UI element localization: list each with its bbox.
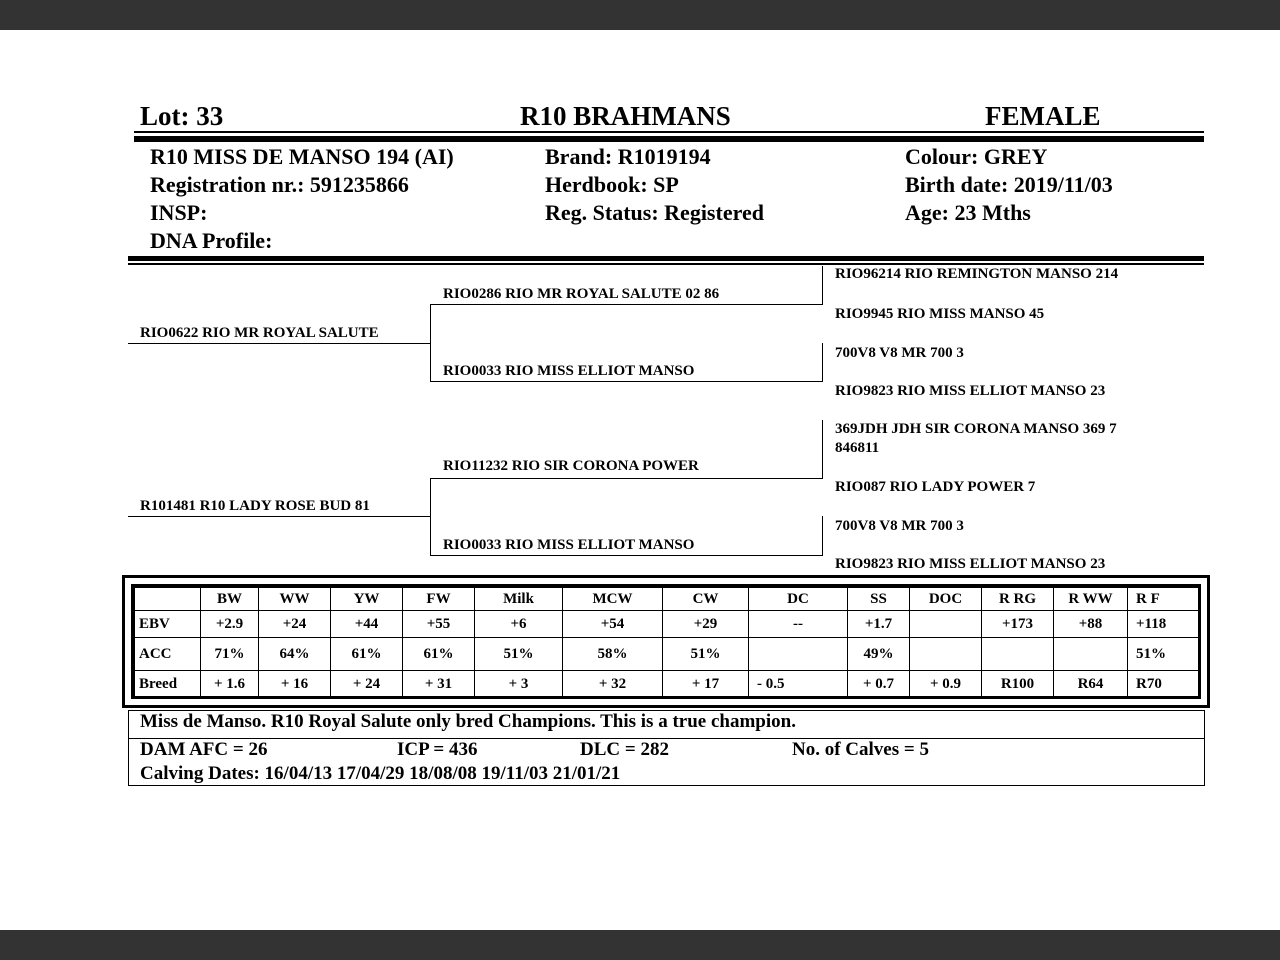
colour: Colour: GREY bbox=[905, 144, 1048, 169]
acc-cell: 61% bbox=[403, 638, 475, 671]
dna-profile-label: DNA Profile: bbox=[150, 228, 273, 253]
calves-count: No. of Calves = 5 bbox=[792, 739, 929, 760]
acc-cell: 61% bbox=[331, 638, 403, 671]
breed-row-label: Breed bbox=[135, 671, 201, 698]
registration-number: Registration nr.: 591235866 bbox=[150, 172, 409, 197]
ebv-header-row bbox=[135, 588, 1199, 611]
gg-sire-dam-sire: 700V8 V8 MR 700 3 bbox=[835, 345, 964, 361]
ebv-row-label: EBV bbox=[135, 611, 201, 638]
ebv-header-cell: YW bbox=[331, 588, 403, 611]
ebv-header-cell: R RG bbox=[982, 588, 1054, 611]
gg-sire-sire-dam: RIO9945 RIO MISS MANSO 45 bbox=[835, 306, 1045, 322]
brand: Brand: R1019194 bbox=[545, 144, 711, 169]
breed-row bbox=[135, 671, 1199, 698]
ebv-row bbox=[135, 611, 1199, 638]
ebv-cell: +55 bbox=[403, 611, 475, 638]
ebv-header-cell: SS bbox=[848, 588, 910, 611]
ebv-header-cell: FW bbox=[403, 588, 475, 611]
ebv-header-cell: WW bbox=[259, 588, 331, 611]
gg-sire-dam-dam: RIO9823 RIO MISS ELLIOT MANSO 23 bbox=[835, 383, 1106, 399]
info-rule-thin bbox=[128, 263, 1204, 265]
birth-date: Birth date: 2019/11/03 bbox=[905, 172, 1113, 197]
breed-cell: R70 bbox=[1128, 671, 1199, 698]
ebv-header-cell: R WW bbox=[1054, 588, 1128, 611]
ebv-header-cell: DC bbox=[749, 588, 848, 611]
bottom-bar bbox=[0, 930, 1280, 960]
calving-dates: Calving Dates: 16/04/13 17/04/29 18/08/08 19/11/03 21/01/21 bbox=[140, 763, 621, 784]
acc-cell bbox=[1054, 638, 1128, 671]
ebv-cell: +118 bbox=[1128, 611, 1199, 638]
ebv-table bbox=[134, 587, 1199, 698]
ebv-header-cell: BW bbox=[201, 588, 259, 611]
icp-value: ICP = 436 bbox=[397, 739, 478, 760]
ebv-cell: +88 bbox=[1054, 611, 1128, 638]
animal-name: R10 MISS DE MANSO 194 (AI) bbox=[150, 144, 454, 169]
breed-cell: + 17 bbox=[663, 671, 749, 698]
ebv-header-cell bbox=[135, 588, 201, 611]
insp-label: INSP: bbox=[150, 200, 208, 225]
sire-name: RIO0622 RIO MR ROYAL SALUTE bbox=[140, 325, 379, 341]
gg-sire-sire-sire: RIO96214 RIO REMINGTON MANSO 214 bbox=[835, 266, 1119, 282]
age: Age: 23 Mths bbox=[905, 200, 1031, 225]
herdbook: Herdbook: SP bbox=[545, 172, 679, 197]
ebv-cell bbox=[910, 611, 982, 638]
breed-cell: + 31 bbox=[403, 671, 475, 698]
acc-cell: 51% bbox=[1128, 638, 1199, 671]
acc-cell bbox=[910, 638, 982, 671]
acc-cell: 64% bbox=[259, 638, 331, 671]
header-rule-thick bbox=[134, 136, 1204, 142]
acc-row-label: ACC bbox=[135, 638, 201, 671]
ebv-cell: -- bbox=[749, 611, 848, 638]
acc-cell bbox=[749, 638, 848, 671]
dam-dam-name: RIO0033 RIO MISS ELLIOT MANSO bbox=[443, 537, 695, 553]
dlc-value: DLC = 282 bbox=[580, 739, 669, 760]
breed-cell: - 0.5 bbox=[749, 671, 848, 698]
info-rule-thick bbox=[128, 256, 1204, 261]
header-rule-thin bbox=[134, 131, 1204, 133]
breed-cell: + 24 bbox=[331, 671, 403, 698]
ebv-cell: +2.9 bbox=[201, 611, 259, 638]
ebv-header-cell: DOC bbox=[910, 588, 982, 611]
dam-name: R101481 R10 LADY ROSE BUD 81 bbox=[140, 498, 370, 514]
acc-row bbox=[135, 638, 1199, 671]
sex-label: FEMALE bbox=[985, 101, 1101, 131]
acc-cell: 51% bbox=[475, 638, 563, 671]
breed-cell: R64 bbox=[1054, 671, 1128, 698]
gg-dam-dam-sire: 700V8 V8 MR 700 3 bbox=[835, 518, 964, 534]
gg-dam-dam-dam: RIO9823 RIO MISS ELLIOT MANSO 23 bbox=[835, 556, 1106, 572]
breed-cell: R100 bbox=[982, 671, 1054, 698]
ebv-cell: +29 bbox=[663, 611, 749, 638]
breed-cell: + 1.6 bbox=[201, 671, 259, 698]
dam-afc: DAM AFC = 26 bbox=[140, 739, 268, 760]
ebv-header-cell: CW bbox=[663, 588, 749, 611]
ebv-header-cell: MCW bbox=[563, 588, 663, 611]
gg-dam-sire-dam: RIO087 RIO LADY POWER 7 bbox=[835, 479, 1036, 495]
ebv-header-cell: Milk bbox=[475, 588, 563, 611]
acc-cell: 51% bbox=[663, 638, 749, 671]
ebv-cell: +173 bbox=[982, 611, 1054, 638]
breed-cell: + 0.9 bbox=[910, 671, 982, 698]
top-bar bbox=[0, 0, 1280, 30]
gg-dam-sire-sire: 369JDH JDH SIR CORONA MANSO 369 7 bbox=[835, 421, 1117, 437]
ebv-header-cell: R F bbox=[1128, 588, 1199, 611]
breed-cell: + 32 bbox=[563, 671, 663, 698]
acc-cell: 49% bbox=[848, 638, 910, 671]
dam-sire-name: RIO11232 RIO SIR CORONA POWER bbox=[443, 458, 699, 474]
breed-cell: + 3 bbox=[475, 671, 563, 698]
remark-text: Miss de Manso. R10 Royal Salute only bred Champions. This is a true champion. bbox=[140, 711, 796, 732]
ebv-cell: +6 bbox=[475, 611, 563, 638]
ebv-cell: +44 bbox=[331, 611, 403, 638]
ebv-cell: +54 bbox=[563, 611, 663, 638]
acc-cell: 71% bbox=[201, 638, 259, 671]
lot-number: Lot: 33 bbox=[140, 101, 224, 131]
acc-cell: 58% bbox=[563, 638, 663, 671]
ebv-cell: +1.7 bbox=[848, 611, 910, 638]
sire-dam-name: RIO0033 RIO MISS ELLIOT MANSO bbox=[443, 363, 695, 379]
sire-sire-name: RIO0286 RIO MR ROYAL SALUTE 02 86 bbox=[443, 286, 720, 302]
gg-dam-sire-sire-line2: 846811 bbox=[835, 440, 880, 456]
registration-status: Reg. Status: Registered bbox=[545, 200, 764, 225]
acc-cell bbox=[982, 638, 1054, 671]
breed-cell: + 16 bbox=[259, 671, 331, 698]
stud-name: R10 BRAHMANS bbox=[520, 101, 731, 131]
breed-cell: + 0.7 bbox=[848, 671, 910, 698]
ebv-cell: +24 bbox=[259, 611, 331, 638]
